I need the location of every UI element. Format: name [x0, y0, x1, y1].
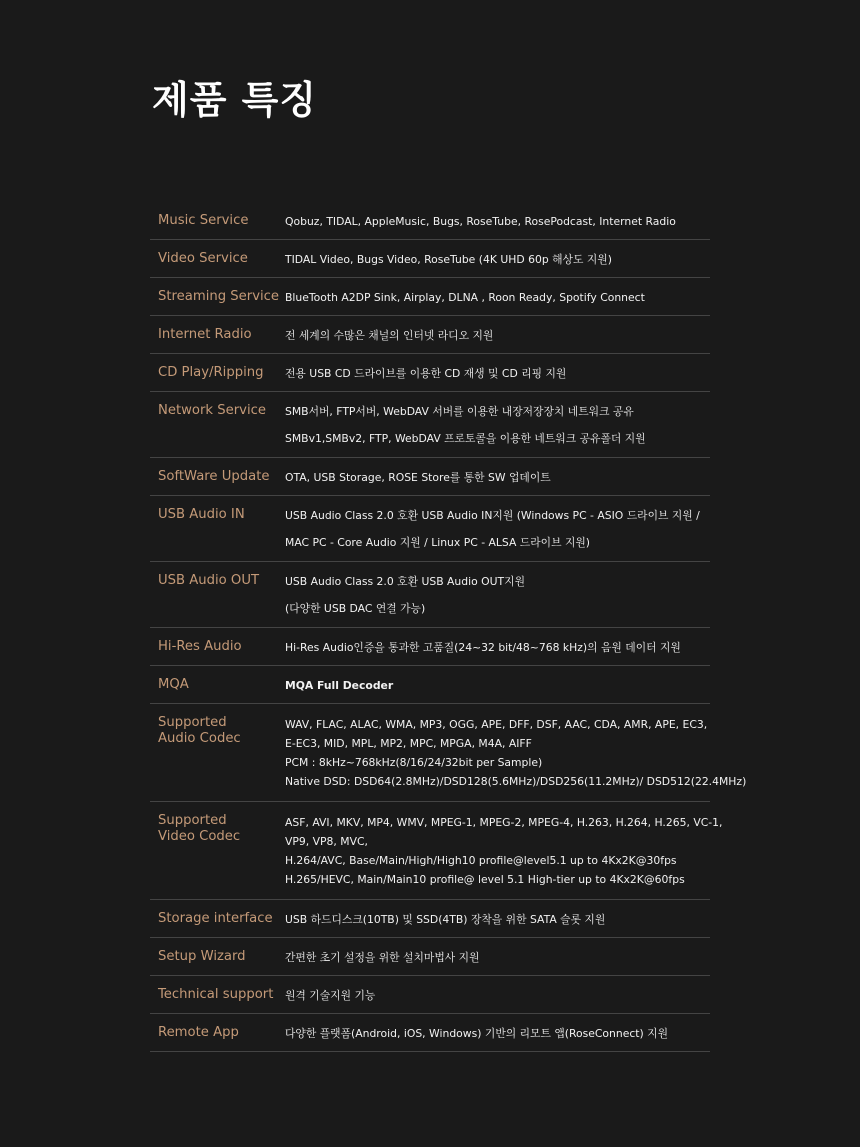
- spec-value-line: 다양한 플랫폼(Android, iOS, Windows) 기반의 리모트 앱(RoseConnect) 지원: [285, 1027, 669, 1040]
- spec-value-line: PCM : 8kHz~768kHz(8/16/24/32bit per Sample): [285, 756, 543, 769]
- spec-label: USB Audio IN: [158, 507, 245, 522]
- page-title: 제품 특징: [152, 78, 318, 122]
- spec-value-line: SMB서버, FTP서버, WebDAV 서버를 이용한 내장저장장치 네트워크 공유: [285, 405, 634, 418]
- spec-value-line: 원격 기술지원 기능: [285, 989, 376, 1002]
- spec-label: Setup Wizard: [158, 949, 246, 964]
- spec-row-hi-res-audio: [150, 628, 710, 666]
- spec-label: Internet Radio: [158, 327, 252, 342]
- spec-row-streaming-service: [150, 278, 710, 316]
- spec-value: [285, 704, 746, 801]
- spec-label: SoftWare Update: [158, 469, 270, 484]
- spec-label: CD Play/Ripping: [158, 365, 264, 380]
- spec-label: Remote App: [158, 1025, 239, 1040]
- spec-value-line: Hi-Res Audio인증을 통과한 고품질(24~32 bit/48~768 kHz)의 음원 데이터 지원: [285, 641, 681, 654]
- spec-value-line: USB Audio Class 2.0 호환 USB Audio IN지원 (Windows PC - ASIO 드라이브 지원 /: [285, 509, 700, 522]
- spec-value-line: Qobuz, TIDAL, AppleMusic, Bugs, RoseTube, RosePodcast, Internet Radio: [285, 215, 676, 228]
- spec-value-line: MQA Full Decoder: [285, 679, 394, 692]
- spec-value-line: (다양한 USB DAC 연결 가능): [285, 602, 426, 615]
- spec-value-line: H.264/AVC, Base/Main/High/High10 profile@level5.1 up to 4Kx2K@30fps: [285, 854, 677, 867]
- spec-value-line: USB Audio Class 2.0 호환 USB Audio OUT지원: [285, 575, 526, 588]
- spec-row-mqa: [150, 666, 710, 704]
- spec-value: [285, 202, 710, 239]
- spec-value: [285, 316, 710, 353]
- spec-value: [285, 900, 710, 937]
- spec-value-line: 간편한 초기 설정을 위한 설치마법사 지원: [285, 951, 480, 964]
- spec-table: [150, 202, 747, 1052]
- spec-value: [285, 458, 710, 495]
- spec-value: [285, 496, 710, 561]
- spec-value-line: VP9, VP8, MVC,: [285, 835, 368, 848]
- spec-row-video-service: [150, 240, 710, 278]
- spec-row-video-codec: [150, 802, 723, 900]
- spec-value-line: 전 세계의 수많은 채널의 인터넷 라디오 지원: [285, 329, 494, 342]
- spec-value: [285, 392, 710, 457]
- spec-value-line: 전용 USB CD 드라이브를 이용한 CD 재생 및 CD 리핑 지원: [285, 367, 567, 380]
- spec-value-line: H.265/HEVC, Main/Main10 profile@ level 5.1 High-tier up to 4Kx2K@60fps: [285, 873, 685, 886]
- spec-label: Storage interface: [158, 911, 273, 926]
- spec-label: Network Service: [158, 403, 266, 418]
- spec-value-line: E-EC3, MID, MPL, MP2, MPC, MPGA, M4A, AIFF: [285, 737, 532, 750]
- spec-value: [285, 562, 710, 627]
- spec-value: [285, 666, 710, 703]
- spec-label: Video Service: [158, 251, 248, 266]
- spec-label: Supported Audio Codec: [158, 715, 241, 746]
- spec-label: USB Audio OUT: [158, 573, 260, 588]
- spec-value-line: TIDAL Video, Bugs Video, RoseTube (4K UHD 60p 해상도 지원): [285, 253, 612, 266]
- spec-row-audio-codec: [150, 704, 747, 802]
- spec-label: MQA: [158, 677, 189, 692]
- spec-value: [285, 354, 710, 391]
- spec-row-storage-interface: [150, 900, 710, 938]
- spec-value-line: BlueTooth A2DP Sink, Airplay, DLNA , Roon Ready, Spotify Connect: [285, 291, 645, 304]
- spec-row-internet-radio: [150, 316, 710, 354]
- spec-value: [285, 628, 710, 665]
- spec-value: [285, 938, 710, 975]
- spec-value-line: USB 하드디스크(10TB) 및 SSD(4TB) 장착을 위한 SATA 슬롯 지원: [285, 913, 606, 926]
- spec-value: [285, 240, 710, 277]
- spec-label: Technical support: [158, 987, 274, 1002]
- spec-label: Streaming Service: [158, 289, 280, 304]
- spec-row-usb-audio-out: [150, 562, 710, 628]
- spec-value: [285, 1014, 710, 1051]
- spec-row-technical-support: [150, 976, 710, 1014]
- spec-value-line: MAC PC - Core Audio 지원 / Linux PC - ALSA 드라이브 지원): [285, 536, 591, 549]
- spec-label: Music Service: [158, 213, 249, 228]
- spec-row-network-service: [150, 392, 710, 458]
- spec-value: [285, 976, 710, 1013]
- spec-label: Hi-Res Audio: [158, 639, 242, 654]
- spec-label: Supported Video Codec: [158, 813, 241, 844]
- spec-row-software-update: [150, 458, 710, 496]
- spec-value: [285, 278, 710, 315]
- spec-value-line: SMBv1,SMBv2, FTP, WebDAV 프로토콜을 이용한 네트워크 공유폴더 지원: [285, 432, 646, 445]
- spec-row-usb-audio-in: [150, 496, 710, 562]
- spec-row-remote-app: [150, 1014, 710, 1052]
- spec-row-setup-wizard: [150, 938, 710, 976]
- spec-row-cd-play-ripping: [150, 354, 710, 392]
- spec-value-line: OTA, USB Storage, ROSE Store를 통한 SW 업데이트: [285, 471, 551, 484]
- spec-value-line: WAV, FLAC, ALAC, WMA, MP3, OGG, APE, DFF, DSF, AAC, CDA, AMR, APE, EC3,: [285, 718, 708, 731]
- spec-value: [285, 802, 722, 899]
- spec-row-music-service: [150, 202, 710, 240]
- spec-value-line: ASF, AVI, MKV, MP4, WMV, MPEG-1, MPEG-2, MPEG-4, H.263, H.264, H.265, VC-1,: [285, 816, 723, 829]
- spec-value-line: Native DSD: DSD64(2.8MHz)/DSD128(5.6MHz)/DSD256(11.2MHz)/ DSD512(22.4MHz): [285, 775, 747, 788]
